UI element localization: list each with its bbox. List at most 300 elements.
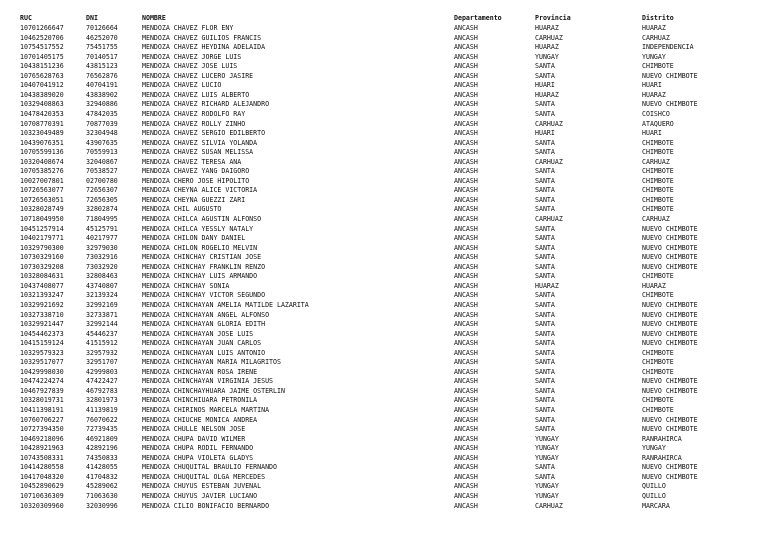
cell-dni: 71063630 bbox=[86, 491, 118, 500]
cell-departamento: ANCASH bbox=[454, 386, 478, 395]
cell-distrito: NUEVO CHIMBOTE bbox=[642, 386, 698, 395]
cell-ruc: 10415159124 bbox=[20, 339, 64, 348]
cell-nombre: MENDOZA CHINCHAYAN JOSE LUIS bbox=[142, 329, 254, 338]
cell-departamento: ANCASH bbox=[454, 482, 478, 491]
cell-nombre: MENDOZA CHAVEZ JORGE LUIS bbox=[142, 52, 242, 61]
table-row bbox=[0, 435, 768, 445]
table-row bbox=[0, 320, 768, 330]
cell-dni: 43907635 bbox=[86, 138, 118, 147]
cell-distrito: ATAQUERO bbox=[642, 119, 674, 128]
cell-nombre: MENDOZA CHINCHAY LUIS ARMANDO bbox=[142, 272, 258, 281]
cell-dni: 40217977 bbox=[86, 234, 118, 243]
cell-distrito: HUARI bbox=[642, 129, 662, 138]
cell-nombre: MENDOZA CHUQUITAL BRAULIO FERNANDO bbox=[142, 463, 277, 472]
cell-provincia: HUARAZ bbox=[535, 24, 559, 32]
cell-distrito: NUEVO CHIMBOTE bbox=[642, 472, 698, 481]
table-row bbox=[0, 62, 768, 72]
cell-distrito: CHIMBOTE bbox=[642, 195, 674, 204]
cell-provincia: SANTA bbox=[535, 205, 555, 214]
cell-departamento: ANCASH bbox=[454, 320, 478, 329]
cell-nombre: MENDOZA CHAVEZ TERESA ANA bbox=[142, 157, 242, 166]
table-row bbox=[0, 186, 768, 196]
cell-nombre: MENDOZA CHINCHAYAN AMELIA MATILDE LAZARITA bbox=[142, 300, 309, 309]
table-row bbox=[0, 215, 768, 225]
table-row bbox=[0, 425, 768, 435]
cell-departamento: ANCASH bbox=[454, 377, 478, 386]
cell-provincia: CARHUAZ bbox=[535, 501, 563, 510]
cell-dni: 45289062 bbox=[86, 482, 118, 491]
cell-nombre: MENDOZA CHINCHAYAN LUIS ANTONIO bbox=[142, 348, 266, 357]
table-row bbox=[0, 158, 768, 168]
cell-dni: 71804995 bbox=[86, 215, 118, 223]
table-row bbox=[0, 53, 768, 63]
cell-distrito: CHIMBOTE bbox=[642, 148, 674, 157]
table-row bbox=[0, 43, 768, 53]
cell-provincia: SANTA bbox=[535, 176, 555, 185]
cell-ruc: 10414280558 bbox=[20, 463, 64, 472]
cell-ruc: 10730329160 bbox=[20, 253, 64, 262]
table-row bbox=[0, 34, 768, 44]
cell-dni: 72656307 bbox=[86, 186, 118, 195]
table-row bbox=[0, 311, 768, 321]
cell-departamento: ANCASH bbox=[454, 62, 478, 71]
header-departamento: Departamento bbox=[454, 14, 502, 22]
cell-departamento: ANCASH bbox=[454, 43, 478, 52]
cell-provincia: SANTA bbox=[535, 195, 555, 204]
cell-provincia: CARHUAZ bbox=[535, 119, 563, 128]
cell-distrito: RANRAHIRCA bbox=[642, 434, 682, 443]
cell-provincia: SANTA bbox=[535, 71, 555, 80]
table-row bbox=[0, 24, 768, 34]
table-row bbox=[0, 301, 768, 311]
cell-departamento: ANCASH bbox=[454, 463, 478, 472]
cell-dni: 70538527 bbox=[86, 167, 118, 176]
cell-ruc: 10730329208 bbox=[20, 262, 64, 271]
cell-provincia: HUARAZ bbox=[535, 281, 559, 290]
cell-nombre: MENDOZA CHINCHAYHUARA JAIME OSTERLIN bbox=[142, 386, 285, 395]
table-row bbox=[0, 368, 768, 378]
cell-distrito: YUNGAY bbox=[642, 444, 666, 453]
cell-dni: 42892196 bbox=[86, 444, 118, 453]
cell-ruc: 10469218096 bbox=[20, 434, 64, 443]
cell-departamento: ANCASH bbox=[454, 129, 478, 138]
cell-provincia: SANTA bbox=[535, 186, 555, 195]
table-row bbox=[0, 339, 768, 349]
cell-dni: 32139324 bbox=[86, 291, 118, 300]
cell-departamento: ANCASH bbox=[454, 205, 478, 214]
cell-nombre: MENDOZA CHULLE NELSON JOSE bbox=[142, 425, 246, 434]
table-row bbox=[0, 272, 768, 282]
cell-distrito: QUILLO bbox=[642, 482, 666, 491]
table-row bbox=[0, 444, 768, 454]
cell-nombre: MENDOZA CHAVEZ YANG DAIGORO bbox=[142, 167, 250, 176]
cell-nombre: MENDOZA CHAVEZ FLOR ENY bbox=[142, 24, 234, 32]
cell-provincia: YUNGAY bbox=[535, 482, 559, 491]
cell-departamento: ANCASH bbox=[454, 71, 478, 80]
header-dni: DNI bbox=[86, 14, 98, 22]
cell-departamento: ANCASH bbox=[454, 329, 478, 338]
cell-dni: 47422427 bbox=[86, 377, 118, 386]
cell-provincia: SANTA bbox=[535, 100, 555, 109]
cell-provincia: YUNGAY bbox=[535, 434, 559, 443]
cell-ruc: 10417048320 bbox=[20, 472, 64, 481]
cell-distrito: CHIMBOTE bbox=[642, 396, 674, 405]
cell-distrito: CHIMBOTE bbox=[642, 367, 674, 376]
cell-dni: 46921809 bbox=[86, 434, 118, 443]
table-row bbox=[0, 72, 768, 82]
cell-provincia: SANTA bbox=[535, 291, 555, 300]
cell-departamento: ANCASH bbox=[454, 367, 478, 376]
cell-departamento: ANCASH bbox=[454, 24, 478, 32]
cell-distrito: CHIMBOTE bbox=[642, 138, 674, 147]
cell-distrito: NUEVO CHIMBOTE bbox=[642, 253, 698, 262]
cell-distrito: NUEVO CHIMBOTE bbox=[642, 320, 698, 329]
cell-dni: 41704832 bbox=[86, 472, 118, 481]
table-row bbox=[0, 234, 768, 244]
cell-ruc: 10411398191 bbox=[20, 406, 64, 414]
cell-departamento: ANCASH bbox=[454, 234, 478, 243]
cell-dni: 02700780 bbox=[86, 176, 118, 185]
table-header bbox=[0, 14, 768, 24]
cell-ruc: 10438151236 bbox=[20, 62, 64, 71]
table-row bbox=[0, 244, 768, 254]
cell-distrito: CHIMBOTE bbox=[642, 358, 674, 367]
cell-nombre: MENDOZA CHINCHAYAN ANGEL ALFONSO bbox=[142, 310, 270, 319]
cell-distrito: NUEVO CHIMBOTE bbox=[642, 100, 698, 109]
cell-departamento: ANCASH bbox=[454, 100, 478, 109]
cell-distrito: NUEVO CHIMBOTE bbox=[642, 425, 698, 434]
cell-provincia: SANTA bbox=[535, 272, 555, 281]
cell-ruc: 10701405175 bbox=[20, 52, 64, 61]
cell-ruc: 10328019731 bbox=[20, 396, 64, 405]
cell-distrito: CARHUAZ bbox=[642, 215, 670, 223]
table-row bbox=[0, 502, 768, 512]
cell-ruc: 10329921447 bbox=[20, 320, 64, 329]
cell-ruc: 10467927839 bbox=[20, 386, 64, 395]
cell-departamento: ANCASH bbox=[454, 262, 478, 271]
header-provincia: Provincia bbox=[535, 14, 571, 22]
table-row bbox=[0, 406, 768, 416]
cell-departamento: ANCASH bbox=[454, 176, 478, 185]
cell-dni: 45446237 bbox=[86, 329, 118, 338]
cell-dni: 40704191 bbox=[86, 81, 118, 90]
cell-distrito: CARHUAZ bbox=[642, 33, 670, 42]
cell-provincia: HUARAZ bbox=[535, 43, 559, 52]
cell-distrito: NUEVO CHIMBOTE bbox=[642, 300, 698, 309]
cell-nombre: MENDOZA CHINCHAYAN JUAN CARLOS bbox=[142, 339, 262, 348]
cell-distrito: CHIMBOTE bbox=[642, 186, 674, 195]
cell-ruc: 10754517552 bbox=[20, 43, 64, 52]
cell-distrito: CHIMBOTE bbox=[642, 176, 674, 185]
cell-provincia: SANTA bbox=[535, 300, 555, 309]
cell-distrito: NUEVO CHIMBOTE bbox=[642, 377, 698, 386]
table-row bbox=[0, 463, 768, 473]
cell-distrito: HUARAZ bbox=[642, 24, 666, 32]
cell-provincia: HUARAZ bbox=[535, 90, 559, 99]
cell-departamento: ANCASH bbox=[454, 33, 478, 42]
cell-ruc: 10462520706 bbox=[20, 33, 64, 42]
cell-distrito: NUEVO CHIMBOTE bbox=[642, 243, 698, 252]
cell-ruc: 10027007801 bbox=[20, 176, 64, 185]
cell-dni: 76070622 bbox=[86, 415, 118, 424]
cell-ruc: 10474224274 bbox=[20, 377, 64, 386]
cell-nombre: MENDOZA CILIO BONIFACIO BERNARDO bbox=[142, 501, 270, 510]
cell-ruc: 10727394350 bbox=[20, 425, 64, 434]
cell-ruc: 10705599136 bbox=[20, 148, 64, 157]
cell-departamento: ANCASH bbox=[454, 291, 478, 300]
cell-distrito: HUARAZ bbox=[642, 90, 666, 99]
cell-nombre: MENDOZA CHAVEZ LUCERO JASIRE bbox=[142, 71, 254, 80]
cell-distrito: NUEVO CHIMBOTE bbox=[642, 224, 698, 233]
table-row bbox=[0, 120, 768, 130]
cell-departamento: ANCASH bbox=[454, 406, 478, 414]
cell-distrito: NUEVO CHIMBOTE bbox=[642, 415, 698, 424]
table-row bbox=[0, 349, 768, 359]
cell-nombre: MENDOZA CHINCHAY CRISTIAN JOSE bbox=[142, 253, 262, 262]
cell-nombre: MENDOZA CHERO JOSE HIPOLITO bbox=[142, 176, 250, 185]
cell-ruc: 10760706227 bbox=[20, 415, 64, 424]
cell-provincia: SANTA bbox=[535, 472, 555, 481]
table-row bbox=[0, 225, 768, 235]
cell-distrito: COISHCO bbox=[642, 109, 670, 118]
cell-departamento: ANCASH bbox=[454, 444, 478, 453]
table-row bbox=[0, 196, 768, 206]
cell-dni: 75451755 bbox=[86, 43, 118, 52]
cell-nombre: MENDOZA CHEYÑA ALICE VICTORIA bbox=[142, 186, 258, 195]
cell-dni: 72739435 bbox=[86, 425, 118, 434]
cell-distrito: HUARI bbox=[642, 81, 662, 90]
cell-dni: 73032920 bbox=[86, 262, 118, 271]
table-row bbox=[0, 492, 768, 502]
table-row bbox=[0, 167, 768, 177]
cell-nombre: MENDOZA CHAVEZ LUIS ALBERTO bbox=[142, 90, 250, 99]
cell-dni: 73032916 bbox=[86, 253, 118, 262]
header-distrito: Distrito bbox=[642, 14, 674, 22]
cell-dni: 32801973 bbox=[86, 396, 118, 405]
table-row bbox=[0, 330, 768, 340]
cell-provincia: CARHUAZ bbox=[535, 33, 563, 42]
cell-nombre: MENDOZA CHUYUS ESTEBAN JUVENAL bbox=[142, 482, 262, 491]
cell-departamento: ANCASH bbox=[454, 491, 478, 500]
header-ruc: RUC bbox=[20, 14, 32, 22]
cell-distrito: NUEVO CHIMBOTE bbox=[642, 329, 698, 338]
cell-dni: 47842035 bbox=[86, 109, 118, 118]
cell-provincia: SANTA bbox=[535, 425, 555, 434]
cell-nombre: MENDOZA CHAVEZ RODOLFO RAY bbox=[142, 109, 246, 118]
cell-departamento: ANCASH bbox=[454, 148, 478, 157]
cell-nombre: MENDOZA CHIUCHE MONICA ANDREA bbox=[142, 415, 258, 424]
cell-dni: 70126664 bbox=[86, 24, 118, 32]
cell-distrito: NUEVO CHIMBOTE bbox=[642, 71, 698, 80]
cell-dni: 32992169 bbox=[86, 300, 118, 309]
cell-departamento: ANCASH bbox=[454, 300, 478, 309]
cell-departamento: ANCASH bbox=[454, 81, 478, 90]
cell-distrito: YUNGAY bbox=[642, 52, 666, 61]
cell-nombre: MENDOZA CHIRINOS MARCELA MARTINA bbox=[142, 406, 270, 414]
cell-dni: 76562876 bbox=[86, 71, 118, 80]
cell-distrito: MARCARA bbox=[642, 501, 670, 510]
cell-departamento: ANCASH bbox=[454, 396, 478, 405]
cell-ruc: 10320408674 bbox=[20, 157, 64, 166]
cell-provincia: SANTA bbox=[535, 463, 555, 472]
cell-ruc: 10708770391 bbox=[20, 119, 64, 128]
cell-ruc: 10726563051 bbox=[20, 195, 64, 204]
cell-nombre: MENDOZA CHAVEZ ROLLY ZINHO bbox=[142, 119, 246, 128]
cell-provincia: SANTA bbox=[535, 339, 555, 348]
cell-departamento: ANCASH bbox=[454, 253, 478, 262]
cell-provincia: SANTA bbox=[535, 415, 555, 424]
cell-dni: 42999803 bbox=[86, 367, 118, 376]
table-row bbox=[0, 291, 768, 301]
cell-departamento: ANCASH bbox=[454, 501, 478, 510]
cell-distrito: QUILLO bbox=[642, 491, 666, 500]
cell-nombre: MENDOZA CHUQUITAL OLGA MERCEDES bbox=[142, 472, 266, 481]
cell-ruc: 10726563077 bbox=[20, 186, 64, 195]
cell-nombre: MENDOZA CHAVEZ LUCIO bbox=[142, 81, 222, 90]
cell-departamento: ANCASH bbox=[454, 90, 478, 99]
cell-nombre: MENDOZA CHUPA VIOLETA GLADYS bbox=[142, 453, 254, 462]
cell-nombre: MENDOZA CHILCA AGUSTIN ALFONSO bbox=[142, 215, 262, 223]
cell-provincia: YUNGAY bbox=[535, 52, 559, 61]
cell-nombre: MENDOZA CHINCHAYAN MARIA MILAGRITOS bbox=[142, 358, 281, 367]
cell-nombre: MENDOZA CHEYÑA GUEZZI ZARI bbox=[142, 195, 246, 204]
cell-dni: 45125791 bbox=[86, 224, 118, 233]
cell-ruc: 10451257914 bbox=[20, 224, 64, 233]
cell-nombre: MENDOZA CHAVEZ RICHARD ALEJANDRO bbox=[142, 100, 270, 109]
cell-ruc: 10428921963 bbox=[20, 444, 64, 453]
cell-ruc: 10438389020 bbox=[20, 90, 64, 99]
cell-departamento: ANCASH bbox=[454, 434, 478, 443]
cell-distrito: INDEPENDENCIA bbox=[642, 43, 694, 52]
cell-departamento: ANCASH bbox=[454, 109, 478, 118]
cell-ruc: 10328084631 bbox=[20, 272, 64, 281]
cell-distrito: CARHUAZ bbox=[642, 157, 670, 166]
table-row bbox=[0, 454, 768, 464]
table-row bbox=[0, 396, 768, 406]
cell-departamento: ANCASH bbox=[454, 415, 478, 424]
cell-distrito: HUARAZ bbox=[642, 281, 666, 290]
table-row bbox=[0, 129, 768, 139]
table-row bbox=[0, 100, 768, 110]
cell-provincia: SANTA bbox=[535, 167, 555, 176]
cell-distrito: CHIMBOTE bbox=[642, 406, 674, 414]
table-row bbox=[0, 473, 768, 483]
cell-departamento: ANCASH bbox=[454, 310, 478, 319]
cell-departamento: ANCASH bbox=[454, 119, 478, 128]
cell-ruc: 10454462373 bbox=[20, 329, 64, 338]
cell-nombre: MENDOZA CHINCHAY FRANKLIN RENZO bbox=[142, 262, 266, 271]
cell-nombre: MENDOZA CHAVEZ SILVIA YOLANDA bbox=[142, 138, 258, 147]
cell-dni: 32304948 bbox=[86, 129, 118, 138]
cell-provincia: HUARI bbox=[535, 129, 555, 138]
cell-ruc: 10452890629 bbox=[20, 482, 64, 491]
cell-dni: 43838902 bbox=[86, 90, 118, 99]
cell-dni: 32957932 bbox=[86, 348, 118, 357]
cell-dni: 74350833 bbox=[86, 453, 118, 462]
cell-departamento: ANCASH bbox=[454, 472, 478, 481]
cell-dni: 32951707 bbox=[86, 358, 118, 367]
cell-nombre: MENDOZA CHINCHIUARA PETRONILA bbox=[142, 396, 258, 405]
cell-nombre: MENDOZA CHILON DANY DANIEL bbox=[142, 234, 246, 243]
cell-ruc: 10329790300 bbox=[20, 243, 64, 252]
cell-nombre: MENDOZA CHIL AUGUSTO bbox=[142, 205, 222, 214]
cell-departamento: ANCASH bbox=[454, 138, 478, 147]
cell-distrito: NUEVO CHIMBOTE bbox=[642, 234, 698, 243]
table-row bbox=[0, 205, 768, 215]
cell-nombre: MENDOZA CHUYUS JAVIER LUCIANO bbox=[142, 491, 258, 500]
cell-dni: 32808463 bbox=[86, 272, 118, 281]
cell-departamento: ANCASH bbox=[454, 453, 478, 462]
cell-nombre: MENDOZA CHAVEZ SUSAN MELISSA bbox=[142, 148, 254, 157]
cell-distrito: RANRAHIRCA bbox=[642, 453, 682, 462]
cell-dni: 41428055 bbox=[86, 463, 118, 472]
cell-dni: 41139819 bbox=[86, 406, 118, 414]
cell-distrito: NUEVO CHIMBOTE bbox=[642, 262, 698, 271]
cell-provincia: CARHUAZ bbox=[535, 215, 563, 223]
cell-ruc: 10429998030 bbox=[20, 367, 64, 376]
cell-dni: 32030996 bbox=[86, 501, 118, 510]
cell-distrito: CHIMBOTE bbox=[642, 348, 674, 357]
cell-provincia: SANTA bbox=[535, 348, 555, 357]
cell-provincia: HUARI bbox=[535, 81, 555, 90]
cell-provincia: SANTA bbox=[535, 377, 555, 386]
cell-distrito: CHIMBOTE bbox=[642, 291, 674, 300]
cell-departamento: ANCASH bbox=[454, 215, 478, 223]
cell-ruc: 10439076351 bbox=[20, 138, 64, 147]
cell-nombre: MENDOZA CHINCHAY SONIA bbox=[142, 281, 230, 290]
cell-ruc: 10323049489 bbox=[20, 129, 64, 138]
cell-departamento: ANCASH bbox=[454, 52, 478, 61]
table-row bbox=[0, 148, 768, 158]
cell-dni: 32940886 bbox=[86, 100, 118, 109]
cell-nombre: MENDOZA CHINCHAY VICTOR SEGUNDO bbox=[142, 291, 266, 300]
cell-departamento: ANCASH bbox=[454, 186, 478, 195]
table-row bbox=[0, 81, 768, 91]
cell-nombre: MENDOZA CHINCHAYAN ROSA IRENE bbox=[142, 367, 258, 376]
table-row bbox=[0, 482, 768, 492]
cell-departamento: ANCASH bbox=[454, 195, 478, 204]
cell-nombre: MENDOZA CHILCA YESSLY NATALY bbox=[142, 224, 254, 233]
table-row bbox=[0, 387, 768, 397]
cell-dni: 41515912 bbox=[86, 339, 118, 348]
cell-ruc: 10743508331 bbox=[20, 453, 64, 462]
cell-distrito: CHIMBOTE bbox=[642, 62, 674, 71]
cell-nombre: MENDOZA CHINCHAYAN VIRGINIA JESUS bbox=[142, 377, 274, 386]
cell-ruc: 10705385276 bbox=[20, 167, 64, 176]
cell-nombre: MENDOZA CHILON ROGELIO MELVIN bbox=[142, 243, 258, 252]
cell-departamento: ANCASH bbox=[454, 358, 478, 367]
cell-ruc: 10765628763 bbox=[20, 71, 64, 80]
header-nombre: NOMBRE bbox=[142, 14, 166, 22]
cell-departamento: ANCASH bbox=[454, 272, 478, 281]
cell-provincia: SANTA bbox=[535, 262, 555, 271]
cell-ruc: 10329579323 bbox=[20, 348, 64, 357]
cell-provincia: SANTA bbox=[535, 358, 555, 367]
cell-dni: 32802874 bbox=[86, 205, 118, 214]
cell-nombre: MENDOZA CHAVEZ HEYDINA ADELAIDA bbox=[142, 43, 266, 52]
cell-dni: 46252070 bbox=[86, 33, 118, 42]
table-row bbox=[0, 253, 768, 263]
cell-ruc: 10437408077 bbox=[20, 281, 64, 290]
table-row bbox=[0, 110, 768, 120]
cell-dni: 32979030 bbox=[86, 243, 118, 252]
table-row bbox=[0, 282, 768, 292]
cell-provincia: SANTA bbox=[535, 243, 555, 252]
cell-distrito: CHIMBOTE bbox=[642, 272, 674, 281]
cell-provincia: SANTA bbox=[535, 138, 555, 147]
cell-ruc: 10329921692 bbox=[20, 300, 64, 309]
cell-departamento: ANCASH bbox=[454, 425, 478, 434]
